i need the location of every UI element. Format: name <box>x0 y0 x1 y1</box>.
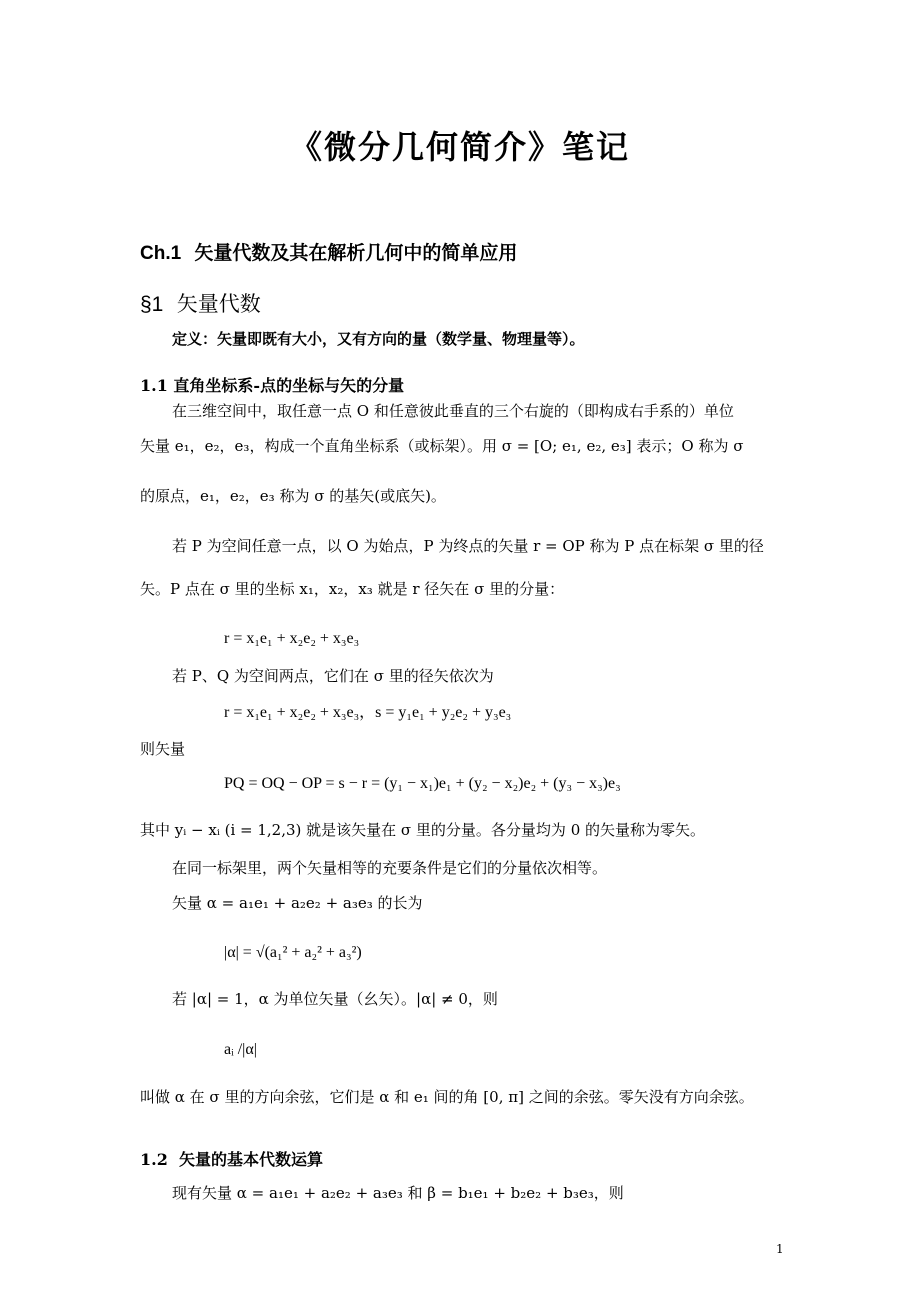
paragraph-line: 矢量 e₁，e₂，e₃，构成一个直角坐标系（或标架）。用 σ = [O; e₁, e₂, e₃] 表示；O 称为 σ <box>140 437 744 455</box>
subsection-title: 直角坐标系-点的坐标与矢的分量 <box>173 376 405 395</box>
paragraph-line: 在同一标架里，两个矢量相等的充要条件是它们的分量依次相等。 <box>172 859 608 877</box>
chapter-heading <box>140 242 517 266</box>
section-title: 矢量代数 <box>176 292 261 316</box>
definition-line: 定义：矢量即既有大小，又有方向的量（数学量、物理量等）。 <box>172 330 585 348</box>
paragraph-line: 矢。P 点在 σ 里的坐标 x₁，x₂，x₃ 就是 r 径矢在 σ 里的分量： <box>140 580 565 598</box>
subsection-heading-1-1 <box>140 376 404 395</box>
equation-direction-cosine: aᵢ /|α| <box>224 1041 257 1058</box>
paragraph-line: 则矢量 <box>140 740 186 758</box>
paragraph-line: 矢量 α = a₁e₁ + a₂e₂ + a₃e₃ 的长为 <box>172 894 423 912</box>
section-symbol: §1 <box>140 293 164 316</box>
document-title: 《微分几何简介》笔记 <box>289 128 630 166</box>
equation-vector-length: |α| = √(a₁² + a₂² + a₃²) <box>224 944 362 961</box>
subsection-number: 1.2 <box>140 1150 168 1169</box>
page-number: 1 <box>776 1242 784 1256</box>
chapter-title: 矢量代数及其在解析几何中的简单应用 <box>194 242 518 264</box>
equation-radius-vector: r = x₁e₁ + x₂e₂ + x₃e₃ <box>224 630 360 647</box>
paragraph-line: 的原点，e₁，e₂，e₃ 称为 σ 的基矢(或底矢)。 <box>140 487 446 505</box>
equation-two-vectors: r = x₁e₁ + x₂e₂ + x₃e₃，s = y₁e₁ + y₂e₂ + y₃e₃ <box>224 704 512 721</box>
paragraph-line: 其中 yᵢ − xᵢ (i = 1,2,3) 就是该矢量在 σ 里的分量。各分量均为 0 的矢量称为零矢。 <box>140 821 706 839</box>
paragraph-line: 在三维空间中，取任意一点 O 和任意彼此垂直的三个右旋的（即构成右手系的）单位 <box>172 402 734 420</box>
section-heading <box>140 292 261 317</box>
subsection-heading-1-2 <box>140 1150 323 1169</box>
paragraph-line: 若 P 为空间任意一点，以 O 为始点，P 为终点的矢量 r = OP 称为 P 点在标架 σ 里的径 <box>172 537 764 555</box>
paragraph-line: 若 P、Q 为空间两点，它们在 σ 里的径矢依次为 <box>172 667 494 685</box>
subsection-title: 矢量的基本代数运算 <box>178 1150 323 1169</box>
paragraph-line: 现有矢量 α = a₁e₁ + a₂e₂ + a₃e₃ 和 β = b₁e₁ + b₂e₂ + b₃e₃，则 <box>172 1184 624 1202</box>
equation-difference-vector: PQ = OQ − OP = s − r = (y₁ − x₁)e₁ + (y₂ − x₂)e₂ + (y₃ − x₃)e₃ <box>224 775 621 792</box>
paragraph-line: 叫做 α 在 σ 里的方向余弦，它们是 α 和 e₁ 间的角 [0, π] 之间的余弦。零矢没有方向余弦。 <box>140 1088 754 1106</box>
subsection-number: 1.1 <box>140 376 168 395</box>
chapter-number: Ch.1 <box>140 243 182 264</box>
paragraph-line: 若 |α| = 1，α 为单位矢量（幺矢）。|α| ≠ 0，则 <box>172 990 498 1008</box>
